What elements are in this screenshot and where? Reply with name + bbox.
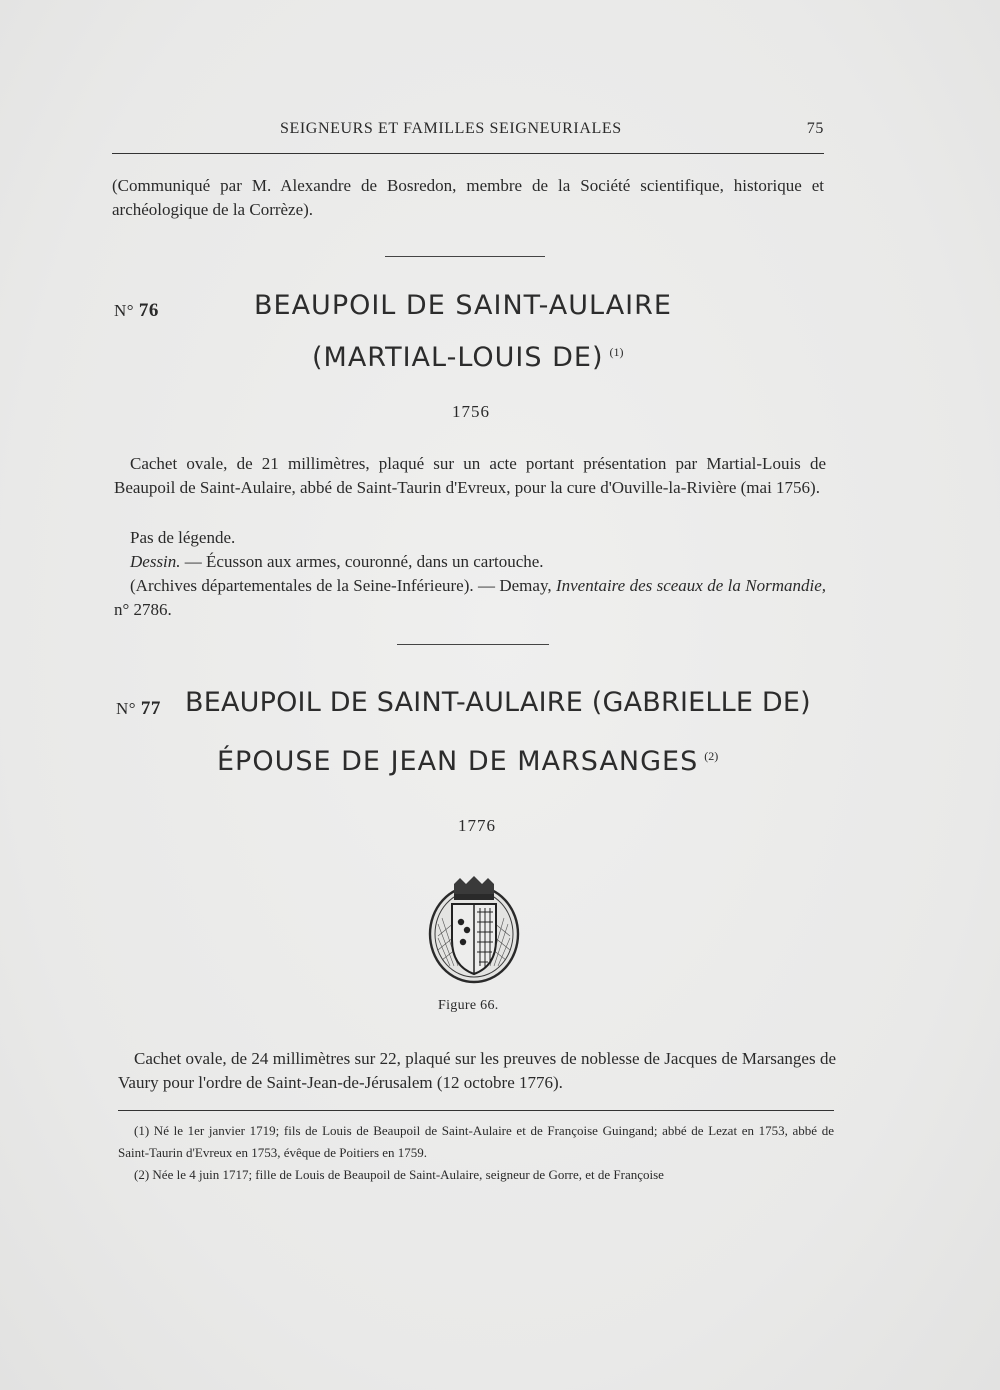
entry-76-description: Cachet ovale, de 21 millimètres, plaqué sur un acte portant présentation par Martial-Louis de Beaupoil de Saint-Aulaire, abbé de Saint-Taurin d'Evreux, pour la cure d'Ouville-la-Rivière (mai 1756). [114, 454, 826, 497]
entry-76-year: 1756 [452, 402, 490, 421]
intro-note: (Communiqué par M. Alexandre de Bosredon, membre de la Société scientifique, historique et archéologique de la Corrèze). [112, 176, 824, 219]
entry-76-drawing: Dessin. — Écusson aux armes, couronné, dans un cartouche. [130, 552, 544, 571]
running-head [112, 120, 824, 138]
figure-caption: Figure 66. [438, 998, 499, 1013]
seal-figure-image [424, 874, 524, 986]
entry-77-title-line1: BEAUPOIL DE SAINT-AULAIRE (GABRIELLE DE) [185, 687, 811, 718]
footnote-ref-1: (1) [609, 345, 624, 359]
running-title: SEIGNEURS ET FAMILLES SEIGNEURIALES [280, 120, 622, 137]
separator-1 [385, 256, 545, 257]
entry-77-description: Cachet ovale, de 24 millimètres sur 22, plaqué sur les preuves de noblesse de Jacques de Marsanges de Vaury pour l'ordre de Saint-Jean-de-Jérusalem (12 octobre 1776). [118, 1049, 836, 1092]
entry-77-year: 1776 [458, 816, 496, 835]
entry-76-number: N° 76 [114, 300, 159, 321]
footnote-2: (2) Née le 4 juin 1717; fille de Louis de Beaupoil de Saint-Aulaire, seigneur de Gorre, et de Françoise [134, 1167, 664, 1182]
entry-76-title-line2: (MARTIAL-LOUIS DE) $^{(1)}$ [312, 342, 624, 373]
entry-76-legend: Pas de légende. [130, 528, 236, 547]
page-number: 75 [806, 120, 824, 137]
footnote-ref-2: (2) [704, 749, 719, 763]
header-rule [112, 153, 824, 154]
entry-77-title-line2: ÉPOUSE DE JEAN DE MARSANGES $^{(2)}$ [217, 746, 719, 777]
footnote-1: (1) Né le 1er janvier 1719; fils de Louis de Beaupoil de Saint-Aulaire et de Françoise Guingand; abbé de Lezat en 1753, abbé de Saint-Taurin d'Evreux en 1753, évêque de Poitiers en 1759. [118, 1123, 834, 1160]
separator-2 [397, 644, 549, 645]
footnote-rule [118, 1110, 834, 1111]
entry-76-source: (Archives départementales de la Seine-Inférieure). — Demay, Inventaire des sceaux de la Normandie, n° 2786. [114, 576, 826, 619]
entry-77-number: N° 77 [116, 698, 161, 719]
entry-76-title-line1: BEAUPOIL DE SAINT-AULAIRE [254, 290, 672, 321]
